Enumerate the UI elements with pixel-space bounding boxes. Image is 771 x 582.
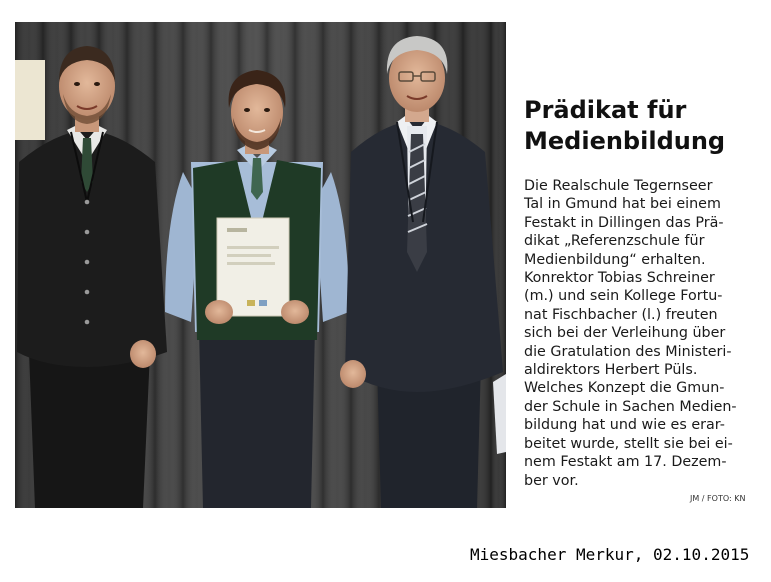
article-headline bbox=[524, 95, 764, 157]
body-line: dikat „Referenzschule für bbox=[524, 233, 705, 250]
body-line: der Schule in Sachen Medien- bbox=[524, 398, 737, 415]
body-line: nat Fischbacher (l.) freuten bbox=[524, 306, 718, 323]
headline-line-2: Medienbildung bbox=[524, 127, 726, 155]
body-line: (m.) und sein Kollege Fortu- bbox=[524, 288, 723, 305]
body-line: Festakt in Dillingen das Prä- bbox=[524, 214, 724, 231]
body-line: nem Festakt am 17. Dezem- bbox=[524, 454, 727, 471]
photo-credit: JM / FOTO: KN bbox=[690, 494, 746, 503]
body-line: sich bei der Verleihung über bbox=[524, 325, 726, 342]
body-line: Konrektor Tobias Schreiner bbox=[524, 270, 715, 287]
body-line: ber vor. bbox=[524, 472, 579, 489]
body-line: Welches Konzept die Gmun- bbox=[524, 380, 725, 397]
source-citation: Miesbacher Merkur, 02.10.2015 bbox=[470, 545, 750, 564]
body-line: die Gratulation des Ministeri- bbox=[524, 343, 732, 360]
article-photo bbox=[15, 22, 506, 508]
headline-line-1: Prädikat für bbox=[524, 96, 687, 124]
body-line: Tal in Gmund hat bei einem bbox=[524, 196, 721, 213]
article-body bbox=[524, 177, 764, 490]
body-line: Die Realschule Tegernseer bbox=[524, 178, 713, 194]
body-line: Medienbildung“ erhalten. bbox=[524, 251, 706, 268]
body-line: beitet wurde, stellt sie bei ei- bbox=[524, 435, 733, 452]
body-line: bildung hat und wie es erar- bbox=[524, 417, 725, 434]
body-line: aldirektors Herbert Püls. bbox=[524, 362, 698, 379]
